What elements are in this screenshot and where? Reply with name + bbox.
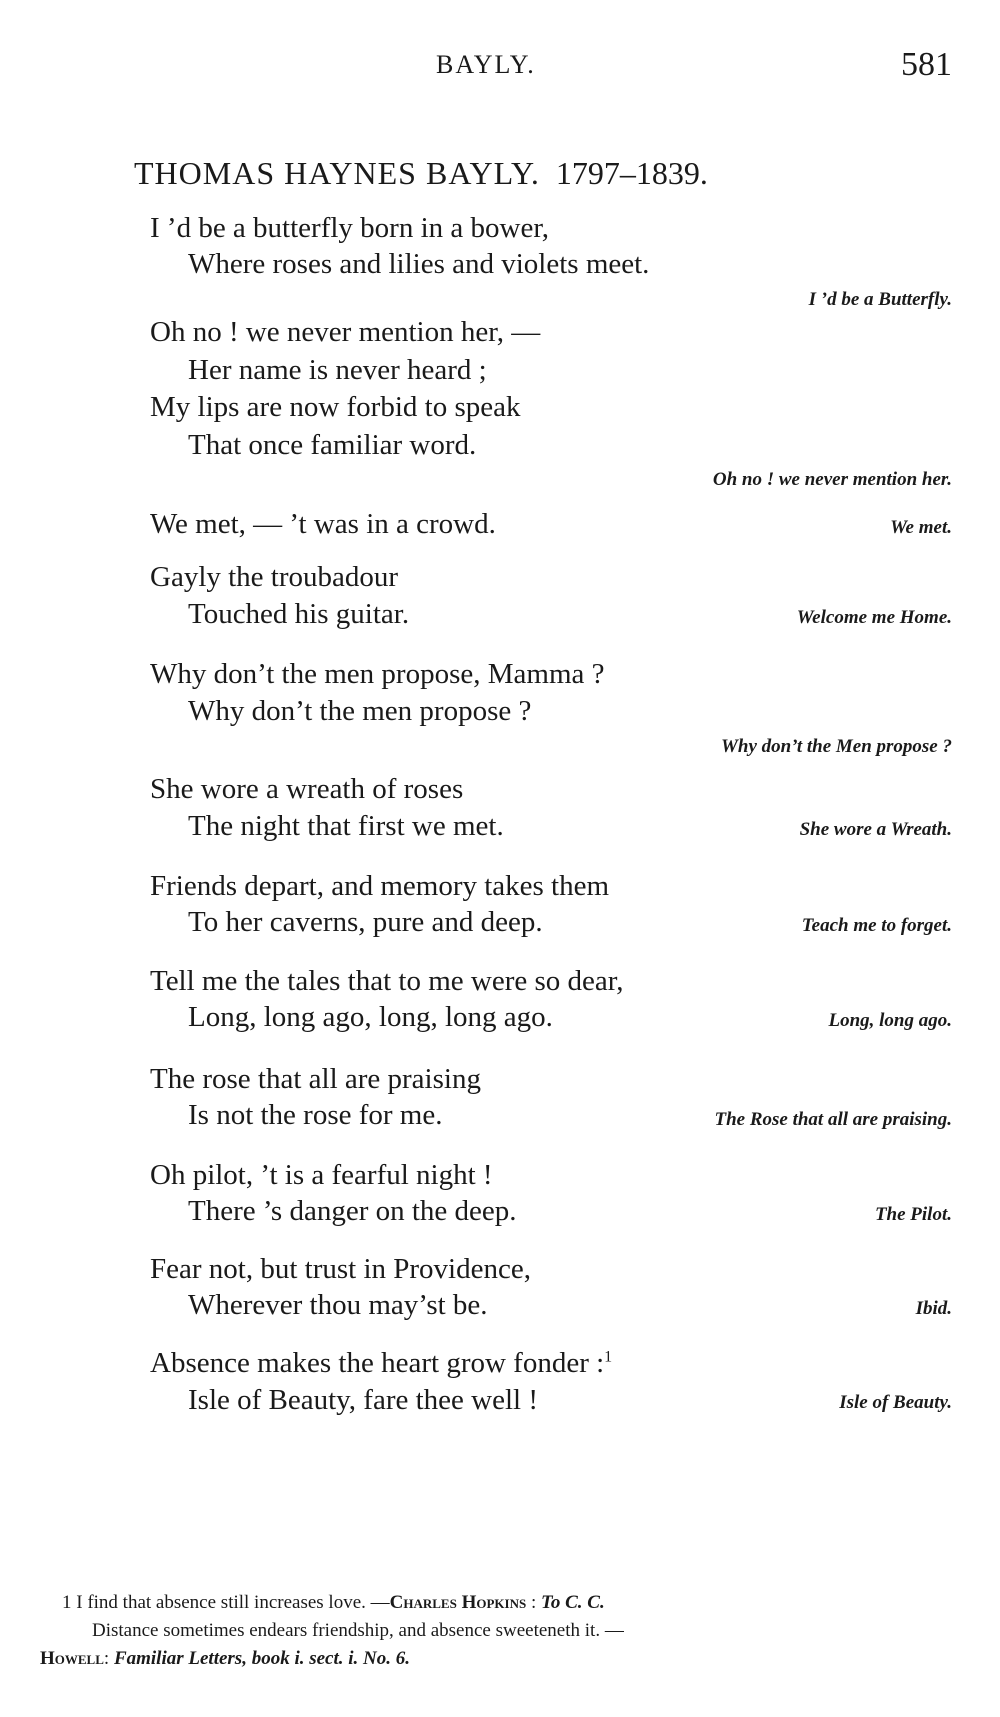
quote-line: Touched his guitar. <box>188 598 410 630</box>
quote-source: The Rose that all are praising. <box>714 1109 952 1130</box>
quote-source: Oh no ! we never mention her. <box>712 469 952 490</box>
footnote-work: Familiar Letters, book i. sect. i. No. 6. <box>113 1648 411 1669</box>
quote-line: Is not the rose for me. <box>188 1099 443 1131</box>
quote-line: There ’s danger on the deep. <box>188 1195 517 1227</box>
quote-line: The rose that all are praising <box>150 1063 481 1095</box>
quote-line: Why don’t the men propose, Mamma ? <box>150 658 605 690</box>
quote-line: Isle of Beauty, fare thee well ! <box>188 1384 538 1416</box>
footnote-line <box>62 1593 605 1612</box>
quote-source: Teach me to forget. <box>801 915 952 936</box>
footnote-number: 1 <box>62 1592 72 1613</box>
footnote-line <box>40 1649 410 1668</box>
quote-source: Ibid. <box>915 1298 952 1319</box>
quote-line-text: Absence makes the heart grow fonder : <box>150 1347 605 1379</box>
quote-line: Friends depart, and memory takes them <box>150 870 610 902</box>
footnote-text: Distance sometimes endears friendship, and absence sweeteneth it. — <box>92 1620 624 1641</box>
footnote-author: Howell <box>40 1648 104 1669</box>
footnote-separator: : <box>526 1592 541 1613</box>
quote-source: Long, long ago. <box>828 1010 952 1031</box>
footnote-author: Charles Hopkins <box>389 1592 527 1613</box>
quote-line: Oh no ! we never mention her, — <box>150 316 541 348</box>
quote-line: She wore a wreath of roses <box>150 773 464 805</box>
page-number: 581 <box>901 46 952 83</box>
footnote-marker: 1 <box>604 1348 613 1366</box>
quote-line: Oh pilot, ’t is a fearful night ! <box>150 1159 493 1191</box>
quote-line <box>150 1349 612 1378</box>
quote-line: Long, long ago, long, long ago. <box>188 1001 553 1033</box>
author-years: 1797–1839. <box>555 155 708 191</box>
footnote-separator: : <box>103 1648 114 1669</box>
quote-source: I ’d be a Butterfly. <box>808 289 952 310</box>
quote-line: Why don’t the men propose ? <box>188 695 532 727</box>
quote-source: Welcome me Home. <box>796 607 952 628</box>
quote-line: My lips are now forbid to speak <box>150 391 521 423</box>
footnote-work: To C. C. <box>541 1592 605 1613</box>
quote-line: Gayly the troubadour <box>150 561 399 593</box>
running-head: BAYLY. <box>436 50 536 79</box>
quote-line: Her name is never heard ; <box>188 354 487 386</box>
quote-line: I ’d be a butterfly born in a bower, <box>150 212 550 244</box>
quote-source: Isle of Beauty. <box>839 1392 952 1413</box>
quote-line: The night that first we met. <box>188 810 504 842</box>
quote-line: That once familiar word. <box>188 429 477 461</box>
quote-source: We met. <box>890 517 952 538</box>
quote-source: She wore a Wreath. <box>799 819 952 840</box>
quote-line: Wherever thou may’st be. <box>188 1289 488 1321</box>
section-title <box>134 155 708 192</box>
quote-line: Where roses and lilies and violets meet. <box>188 248 650 280</box>
quote-source: Why don’t the Men propose ? <box>720 736 952 757</box>
footnote-text: I find that absence still increases love. — <box>76 1592 390 1613</box>
quote-line: We met, — ’t was in a crowd. <box>150 508 496 540</box>
author-name: THOMAS HAYNES BAYLY. <box>134 155 540 191</box>
quote-line: To her caverns, pure and deep. <box>188 906 543 938</box>
quote-source: The Pilot. <box>874 1204 952 1225</box>
footnote-line <box>92 1621 624 1640</box>
quote-line: Fear not, but trust in Providence, <box>150 1253 531 1285</box>
quote-line: Tell me the tales that to me were so dear, <box>150 965 624 997</box>
